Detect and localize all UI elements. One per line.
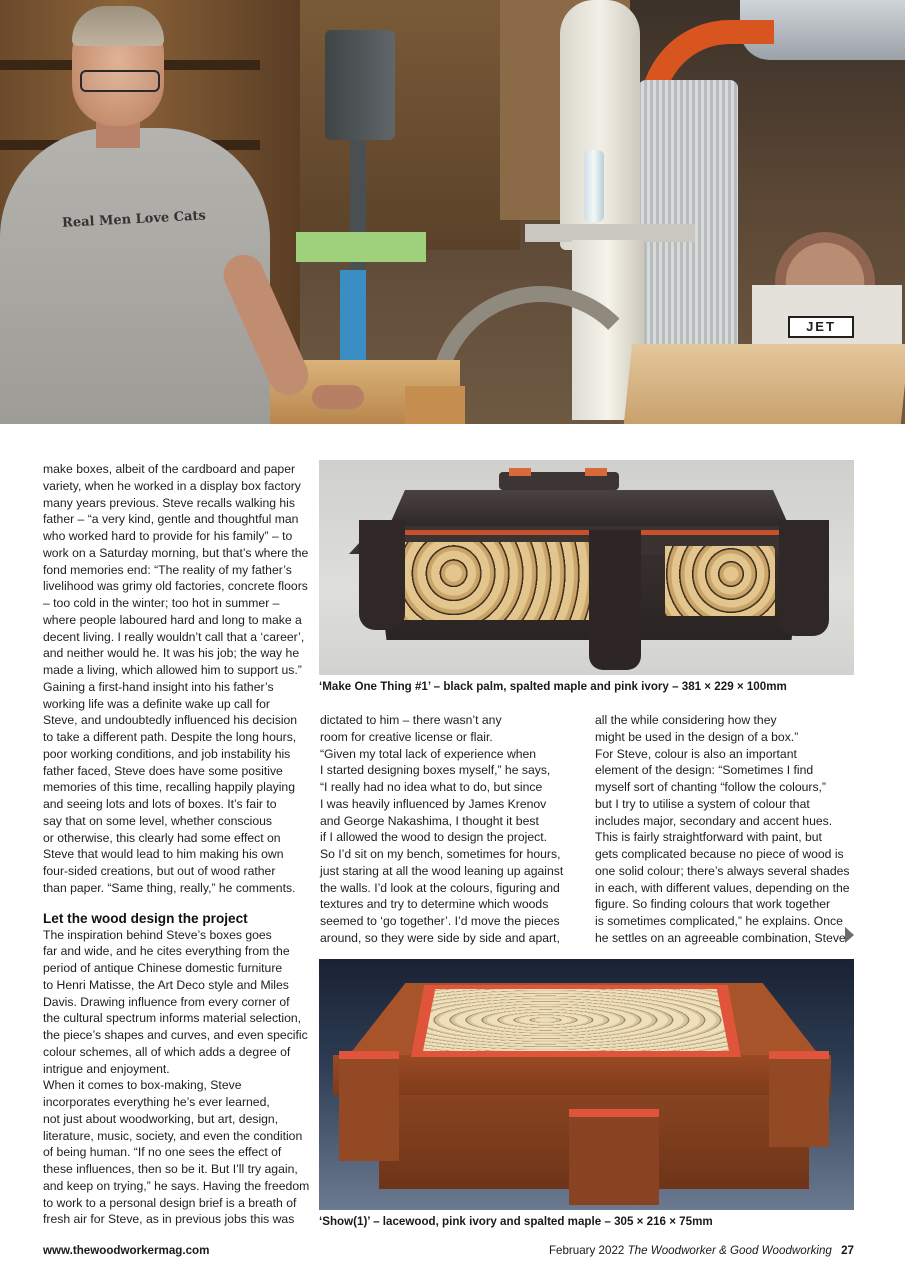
text-line: made a living, which allowed him to support us.” bbox=[43, 663, 302, 677]
pink-ivory-accent bbox=[509, 468, 531, 476]
article-column-2 bbox=[320, 712, 568, 947]
text-line: incorporates everything he’s ever learned, bbox=[43, 1095, 270, 1109]
text-line: but I try to utilise a system of colour that bbox=[595, 796, 810, 811]
workbench-right bbox=[624, 344, 905, 424]
text-line: I started designing boxes myself,” he says, bbox=[320, 763, 551, 778]
photo-caption-2: ‘Show(1)’ – lacewood, pink ivory and spalted maple – 305 × 216 × 75mm bbox=[319, 1215, 713, 1228]
glasses bbox=[80, 70, 160, 92]
box-foot bbox=[769, 1051, 829, 1147]
text-line: the piece’s shapes and curves, and even specific bbox=[43, 1028, 308, 1042]
page-number: 27 bbox=[841, 1244, 854, 1257]
text-line: is sometimes complicated,” he explains. Once bbox=[595, 914, 843, 928]
machine-brand-label: JET bbox=[788, 316, 854, 338]
pink-ivory-accent bbox=[569, 1109, 659, 1117]
box-foot bbox=[569, 1109, 659, 1205]
text-line: “Given my total lack of experience when bbox=[320, 746, 537, 761]
text-line: to work to a personal design brief is a breath of bbox=[43, 1195, 297, 1210]
text-line: I was heavily influenced by James Krenov bbox=[320, 796, 547, 811]
text-line: father faced, Steve does have some positive bbox=[43, 763, 283, 778]
text-line: variety, when he worked in a display box factory bbox=[43, 478, 301, 493]
photo-caption-1: ‘Make One Thing #1’ – black palm, spalted maple and pink ivory – 381 × 229 × 100mm bbox=[319, 680, 787, 693]
text-line: memories of this time, recalling happily playing bbox=[43, 780, 295, 795]
text-line: element of the design: “Sometimes I find bbox=[595, 763, 814, 778]
text-line: if I allowed the wood to design the project. bbox=[320, 830, 547, 845]
column-2-paragraphs bbox=[320, 712, 568, 947]
text-line: fresh air for Steve, as in previous jobs this was bbox=[43, 1212, 295, 1227]
text-line: livelihood was grimy old factories, concrete floors bbox=[43, 579, 308, 594]
text-line: and seeing lots and lots of boxes. It’s fair to bbox=[43, 797, 277, 811]
text-line: literature, music, society, and even the condition bbox=[43, 1128, 303, 1143]
article-column-3 bbox=[595, 712, 850, 947]
text-line: and keep on trying,” he says. Having the freedom bbox=[43, 1178, 310, 1193]
text-line: Davis. Drawing influence from every corner of bbox=[43, 994, 290, 1009]
text-line: far and wide, and he cites everything from the bbox=[43, 944, 290, 959]
box-leg bbox=[779, 520, 829, 636]
text-line: all the while considering how they bbox=[595, 713, 777, 727]
hero-photo bbox=[0, 0, 905, 424]
footer-folio bbox=[549, 1244, 854, 1257]
text-line: figure. So finding colours that work together bbox=[595, 897, 831, 912]
text-line: Steve, and undoubtedly influenced his decision bbox=[43, 713, 298, 728]
text-line: say that on some level, whether conscious bbox=[43, 813, 272, 828]
text-line: one solid colour; there’s always several shades bbox=[595, 863, 850, 878]
box-lid bbox=[389, 490, 789, 526]
text-line: in each, with different values, depending on the bbox=[595, 880, 850, 895]
text-line: – too cold in the winter; too hot in summer – bbox=[43, 596, 280, 610]
text-line: gets complicated because no piece of wood is bbox=[595, 847, 844, 861]
text-line: colour schemes, all of which adds a degree of bbox=[43, 1044, 291, 1059]
spalted-maple-panel bbox=[387, 542, 609, 620]
text-line: who worked hard to provide for his family” – to bbox=[43, 529, 293, 543]
footer-website: www.thewoodworkermag.com bbox=[43, 1244, 210, 1257]
text-line: might be used in the design of a box.” bbox=[595, 729, 799, 744]
text-line: textures and try to determine which woods bbox=[320, 897, 549, 912]
text-line: fond memories end: “The reality of my father’s bbox=[43, 562, 292, 577]
water-bottle bbox=[584, 150, 604, 222]
text-line: the walls. I’d look at the colours, figuring and bbox=[320, 880, 560, 895]
text-line: just staring at all the wood leaning up against bbox=[320, 863, 564, 878]
text-line: around, so they were side by side and apart, bbox=[320, 930, 560, 945]
text-line: he settles on an agreeable combination, Steve bbox=[595, 930, 846, 945]
text-line: room for creative license or flair. bbox=[320, 729, 493, 744]
text-line: make boxes, albeit of the cardboard and paper bbox=[43, 462, 296, 476]
text-line: dictated to him – there wasn’t any bbox=[320, 713, 502, 727]
text-line: This is fairly straightforward with paint, but bbox=[595, 830, 822, 845]
hand bbox=[312, 385, 364, 409]
text-line: period of antique Chinese domestic furniture bbox=[43, 961, 283, 975]
text-line: decent living. I really wouldn’t call that a ‘career’, bbox=[43, 629, 305, 644]
text-line: than paper. “Same thing, really,” he comments. bbox=[43, 880, 296, 895]
shirt-print: Real Men Love Cats bbox=[61, 208, 207, 231]
pink-ivory-accent bbox=[769, 1051, 829, 1059]
footer-date: February 2022 bbox=[548, 1244, 625, 1257]
blue-stand bbox=[340, 270, 366, 360]
footer-magazine-title: The Woodworker & Good Woodworking bbox=[627, 1244, 832, 1257]
hair bbox=[72, 6, 164, 46]
text-line: many years previous. Steve recalls walking his bbox=[43, 495, 295, 510]
text-line: and neither would he. It was his job; the way he bbox=[43, 646, 300, 661]
box-photo-show bbox=[319, 959, 854, 1210]
dust-collector bbox=[638, 80, 738, 350]
text-line: these influences, then so be it. But I’ll try again, bbox=[43, 1162, 298, 1176]
box-top-edge bbox=[333, 1055, 831, 1095]
drill-press-head bbox=[325, 30, 395, 140]
spalted-maple-panel bbox=[665, 546, 775, 616]
text-line: intrigue and enjoyment. bbox=[43, 1061, 170, 1076]
text-line: to Henri Matisse, the Art Deco style and Miles bbox=[43, 977, 289, 992]
text-line: When it comes to box-making, Steve bbox=[43, 1078, 242, 1093]
section-subheading: Let the wood design the project bbox=[43, 910, 248, 926]
text-line: “I really had no idea what to do, but since bbox=[320, 780, 543, 794]
text-line: So I’d sit on my bench, sometimes for hours, bbox=[320, 847, 561, 861]
text-line: four-sided creations, but out of wood rather bbox=[43, 864, 276, 878]
text-line: includes major, secondary and accent hues. bbox=[595, 813, 833, 828]
text-line: working life was a definite wake up call for bbox=[43, 696, 270, 711]
text-line: work on a Saturday morning, but that’s where the bbox=[43, 545, 309, 560]
text-line: poor working conditions, and job instability his bbox=[43, 746, 291, 761]
box-photo-make-one-thing bbox=[319, 460, 854, 675]
column-3-paragraphs bbox=[595, 712, 850, 947]
text-line: where people laboured hard and long to make a bbox=[43, 612, 302, 627]
text-line: Steve that would lead to him making his own bbox=[43, 847, 284, 862]
column-1-paragraphs bbox=[43, 461, 309, 897]
text-line: to take a different path. Despite the long hours, bbox=[43, 730, 297, 744]
text-line: seemed to ‘go together’. I’d move the pieces bbox=[320, 914, 560, 928]
box-leg bbox=[359, 520, 405, 630]
box-foot bbox=[339, 1051, 399, 1161]
continue-arrow-icon bbox=[845, 927, 854, 943]
text-line: and George Nakashima, I thought it best bbox=[320, 813, 539, 828]
text-line: of being human. “If no one sees the effect of bbox=[43, 1145, 282, 1160]
wood-block bbox=[405, 386, 465, 424]
box-leg bbox=[589, 530, 641, 670]
text-line: the cultural spectrum informs material selection, bbox=[43, 1011, 302, 1026]
text-line: myself sort of chanting “follow the colours,” bbox=[595, 780, 826, 794]
text-line: not just about woodworking, but art, design, bbox=[43, 1111, 279, 1126]
pink-ivory-accent bbox=[339, 1051, 399, 1059]
text-line: father – “a very kind, gentle and thoughtful man bbox=[43, 512, 299, 527]
drill-vise bbox=[296, 232, 426, 262]
text-line: For Steve, colour is also an important bbox=[595, 746, 797, 761]
text-line: Gaining a first-hand insight into his father’s bbox=[43, 679, 274, 694]
text-line: or otherwise, this clearly had some effect on bbox=[43, 830, 281, 845]
spalted-maple-inset bbox=[423, 989, 729, 1051]
column-1-paragraphs-continued bbox=[43, 927, 310, 1229]
text-line: The inspiration behind Steve’s boxes goes bbox=[43, 927, 272, 942]
pink-ivory-accent bbox=[585, 468, 607, 476]
article-column-1 bbox=[43, 461, 310, 1228]
